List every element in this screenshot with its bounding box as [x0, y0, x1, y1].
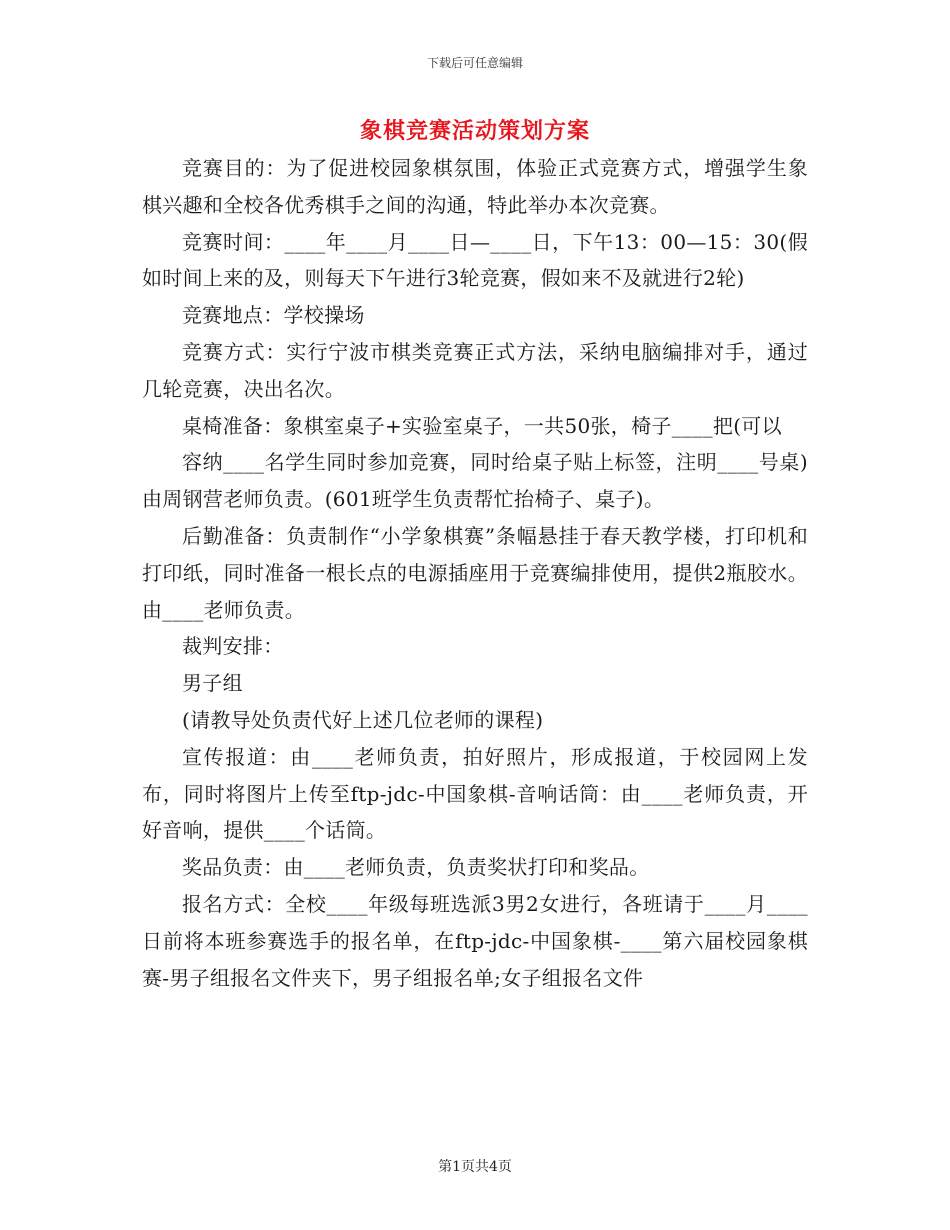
paragraph-capacity: 容纳____名学生同时参加竞赛，同时给桌子贴上标签，注明____号桌)由周钢营老师负责。(601班学生负责帮忙抬椅子、桌子)。 — [142, 450, 808, 512]
page-number: 第1页共4页 — [438, 1159, 512, 1175]
paragraph-note: (请教导处负责代好上述几位老师的课程) — [182, 707, 544, 732]
paragraph-publicity: 宣传报道：由____老师负责，拍好照片，形成报道，于校园网上发布，同时将图片上传至ftp-jdc-中国象棋-音响话筒：由____老师负责，开好音响，提供____个话筒。 — [142, 744, 808, 843]
page-header-note: 下载后可任意编辑 — [426, 56, 523, 70]
paragraph-mens-group: 男子组 — [182, 671, 243, 696]
document-body — [142, 150, 808, 996]
paragraph-referees: 裁判安排： — [182, 634, 284, 659]
paragraph-location: 竞赛地点：学校操场 — [182, 303, 365, 328]
paragraph-time: 竞赛时间：____年____月____日—____日，下午13：00—15：30(假如时间上来的及，则每天下午进行3轮竞赛，假如来不及就进行2轮) — [142, 229, 808, 291]
paragraph-logistics: 后勤准备：负责制作“小学象棋赛”条幅悬挂于春天教学楼，打印机和打印纸，同时准备一根长点的电源插座用于竞赛编排使用，提供2瓶胶水。由____老师负责。 — [142, 523, 808, 622]
paragraph-furniture: 桌椅准备：象棋室桌子+实验室桌子，一共50张，椅子____把(可以 — [182, 413, 782, 438]
document-title: 象棋竞赛活动策划方案 — [359, 118, 590, 144]
paragraph-prizes: 奖品负责：由____老师负责，负责奖状打印和奖品。 — [182, 855, 650, 880]
paragraph-registration: 报名方式：全校____年级每班选派3男2女进行，各班请于____月____日前将本班参赛选手的报名单，在ftp-jdc-中国象棋-____第六届校园象棋赛-男子组报名文件夹下，男子组报名单;女子组报名文件 — [142, 891, 808, 990]
paragraph-format: 竞赛方式：实行宁波市棋类竞赛正式方法，采纳电脑编排对手，通过几轮竞赛，决出名次。 — [142, 339, 808, 401]
paragraph-purpose: 竞赛目的：为了促进校园象棋氛围，体验正式竞赛方式，增强学生象棋兴趣和全校各优秀棋手之间的沟通，特此举办本次竞赛。 — [142, 156, 808, 217]
